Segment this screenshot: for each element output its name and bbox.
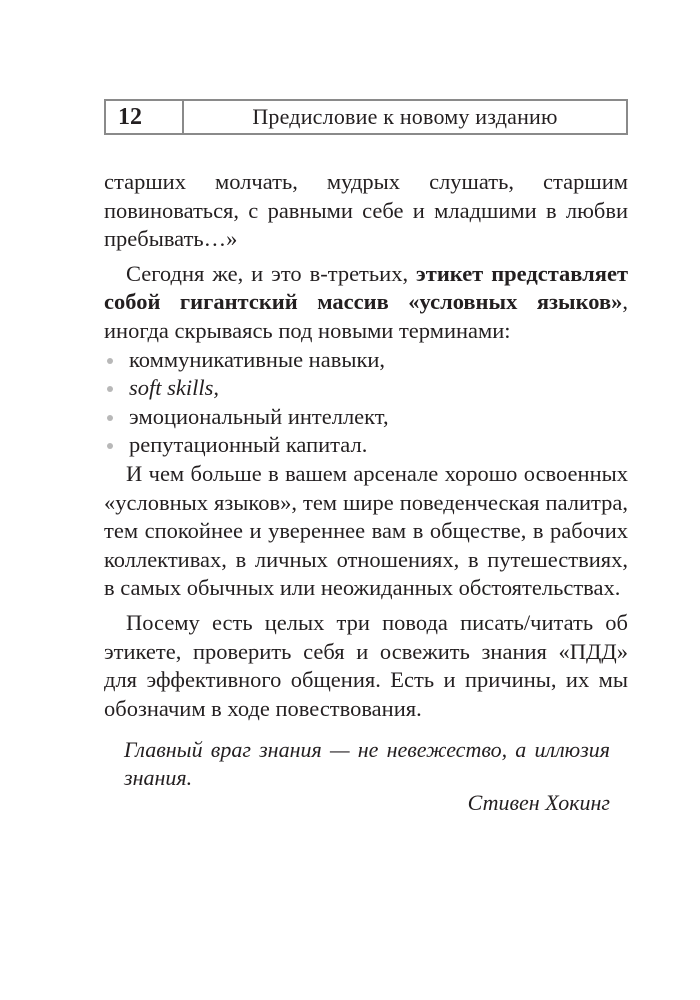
paragraph-continued: старших молчать, мудрых слушать, старшим повиноваться, с равными себе и младшими в любви пребывать…» bbox=[104, 169, 628, 252]
terms-list bbox=[104, 346, 628, 460]
epigraph-quote: Главный враг знания — не невежество, а иллюзия знания. bbox=[124, 737, 610, 790]
list-item-text: soft skills, bbox=[129, 375, 220, 401]
list-item bbox=[107, 431, 628, 460]
bullet-icon bbox=[107, 443, 113, 449]
paragraph-etiquette-bold: этикет представляет собой гигантский массив «условных языков» bbox=[104, 260, 628, 315]
epigraph-author: Стивен Хокинг bbox=[467, 790, 610, 815]
paragraph-etiquette-start: Сегодня же, и это в-третьих, bbox=[126, 260, 417, 286]
list-item-text: репутационный капитал. bbox=[129, 432, 368, 458]
page-number: 12 bbox=[106, 101, 184, 133]
bullet-icon bbox=[107, 358, 113, 364]
paragraph-languages: И чем больше в вашем арсенале хорошо освоенных «условных языков», тем шире поведенческая палитра, тем спокойнее и увереннее вам в обществе, в рабочих коллективах, в личных отношениях, в путешествиях, в самых обычных или неожиданных обстоятельствах. bbox=[104, 460, 628, 601]
list-item bbox=[107, 403, 628, 432]
running-header bbox=[104, 99, 628, 135]
list-item-text: эмоциональный интеллект, bbox=[129, 403, 389, 429]
running-header-title: Предисловие к новому изданию bbox=[252, 104, 558, 129]
paragraph-etiquette bbox=[104, 260, 628, 346]
bullet-icon bbox=[107, 415, 113, 421]
list-item bbox=[107, 346, 628, 375]
paragraph-reasons: Посему есть целых три повода писать/читать об этикете, проверить себя и освежить знания «ПДД» для эффективного общения. Есть и причины, их мы обозначим в ходе повествования. bbox=[104, 609, 628, 721]
bullet-icon bbox=[107, 386, 113, 392]
list-item-text: коммуникативные навыки, bbox=[129, 346, 386, 372]
main-text bbox=[104, 168, 628, 723]
paragraph-etiquette-end: , иногда скрываясь под новыми терминами: bbox=[104, 289, 628, 343]
list-item bbox=[107, 374, 628, 403]
